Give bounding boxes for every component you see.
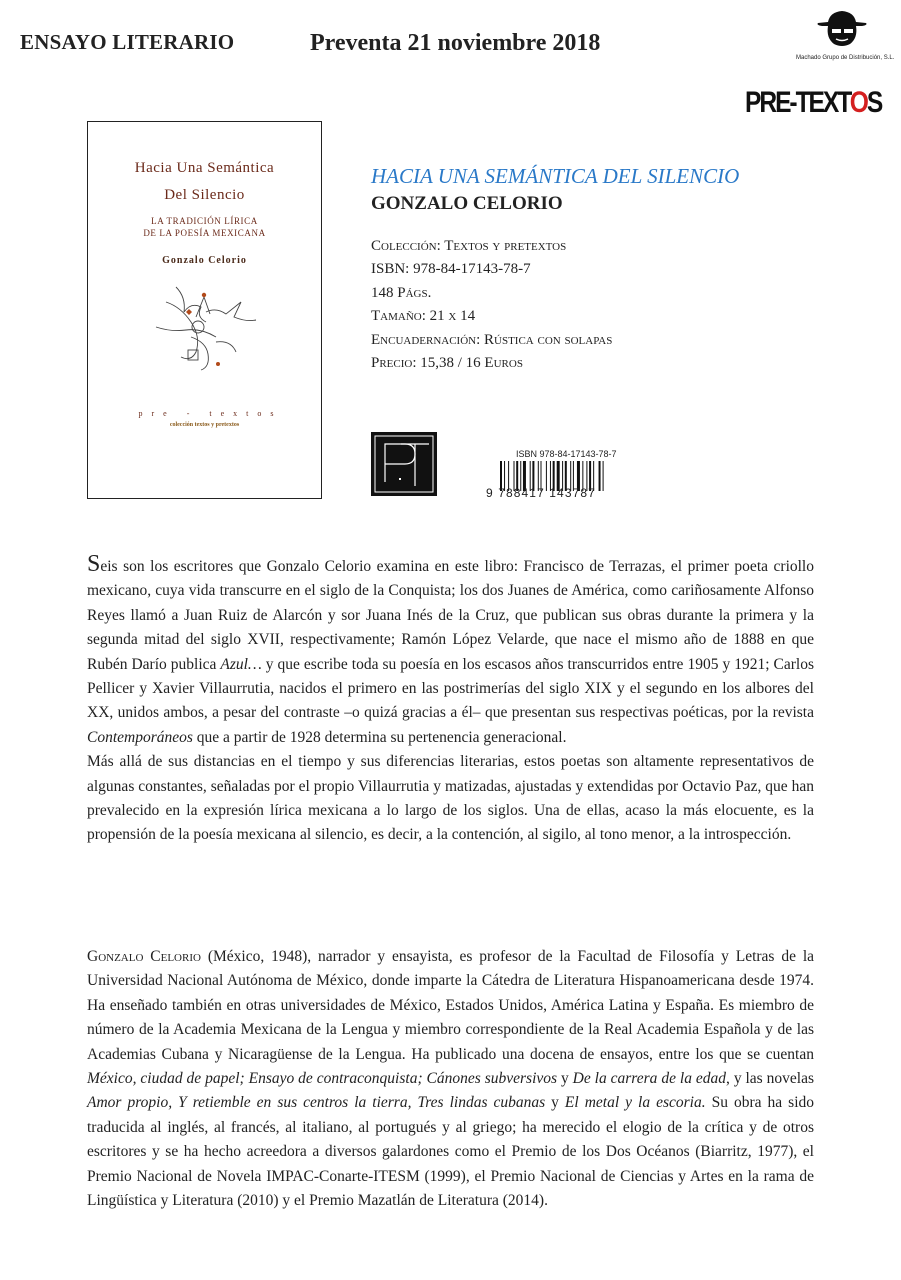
spec-binding: Encuadernación: Rústica con solapas: [371, 331, 613, 348]
spec-collection: Colección: Textos y pretextos: [371, 238, 567, 254]
description-paragraph-2: Más allá de sus distancias en el tiempo y sus diferencias literarias, estos poetas son altamente representativos de algunas constantes, señaladas por el propio Villaurrutia y matizadas, ajustadas y extendidas por Octavio Paz, que han prevalecido en la expresión lírica mexicana a lo largo de los siglos. Una de ellas, acaso la más elocuente, es la propensión de la poesía mexicana al silencio, es decir, a la contención, al sigilo, al tono menor, a la introspección.: [87, 753, 814, 844]
author-bio: Gonzalo Celorio (México, 1948), narrador y ensayista, es profesor de la Facultad de Filosofía y Letras de la Universidad Nacional Autónoma de México, donde imparte la Cátedra de Literatura Hispanoamericana desde 1974. Ha enseñado también en otras universidades de México, Estados Unidos, América Latina y España. Es miembro de número de la Academia Mexicana de la Lengua y miembro correspondiente de la Real Academia Española y de las Academias Cubana y Nicaragüense de la Lengua. Ha publicado una docena de ensayos, entre los que se cuentan México, ciudad de papel; Ensayo de contraconquista; Cánones subversivos y De la carrera de la edad, y las novelas Amor propio, Y retiemble en sus centros la tierra, Tres lindas cubanas y El metal y la escoria. Su obra ha sido traducida al inglés, al francés, al italiano, al portugués y al griego; ha merecido el elogio de la crítica y de otros escritores y se ha hecho acreedora a diversos galardones como el Premio de los Dos Océanos (Biarritz, 1977), el Premio Nacional de Novela IMPAC-Conarte-ITESM (1999), el Premio Nacional de Ciencias y Artes en la rama de Lingüística y Literatura (2010) y el Premio Mazatlán de Literatura (2014).: [87, 948, 815, 1210]
book-description: Seis son los escritores que Gonzalo Celorio examina en este libro: Francisco de Terrazas, el primer poeta criollo mexicano, cuya vida transcurre en el siglo de la Conquista; los dos Juanes de América, como cariñosamente Alfonso Reyes llamó a Juan Ruiz de Alarcón y sor Juana Inés de la Cruz, que publican sus obras durante la primera y la segunda mitad del siglo XVII, respectivamente; Ramón López Velarde, que nace el mismo año de 1888 en que Rubén Darío publica Azul… y que escribe toda su poesía en los escasos años transcurridos entre 1905 y 1921; Carlos Pellicer y Xavier Villaurrutia, nacidos el primero en las postrimerías del siglo XIX y el segundo en los albores del XX, unidos ambos, a pesar del contraste –o quizá gracias a él– que presentan sus respectivas poéticas, por la revista Contemporáneos que a partir de 1928 determina su pertenencia generacional. Más allá de sus distancias en el tiempo y sus diferencias literarias, estos poetas son altamente representativos de algunas constantes, señaladas por el propio Villaurrutia y matizadas, ajustadas y extendidas por Octavio Paz, que han prevalecido en la expresión lírica mexicana a lo largo de los siglos. Una de ellas, acaso la más elocuente, es la propensión de la poesía mexicana al silencio, es decir, a la contención, al sigilo, al tono menor, a la introspección.: [87, 552, 814, 848]
cover-illustration: [146, 282, 266, 377]
distributor-logo: [796, 8, 895, 61]
spec-price: Precio: 15,38 / 16 Euros: [371, 355, 523, 372]
cover-collection: colección textos y pretextos: [169, 422, 240, 428]
presale-date: Preventa 21 noviembre 2018: [310, 30, 601, 56]
book-info: [371, 163, 851, 375]
pre-textos-pt-logo: [371, 432, 437, 496]
book-author: GONZALO CELORIO: [371, 193, 563, 214]
spec-size: Tamaño: 21 x 14: [371, 308, 476, 325]
cover-publisher: pre - textos: [138, 409, 283, 418]
spec-isbn: ISBN: 978-84-17143-78-7: [371, 261, 531, 278]
hat-man-icon: [814, 8, 870, 50]
barcode-isbn-label: ISBN 978-84-17143-78-7: [516, 449, 617, 459]
pt-monogram-icon: [371, 432, 437, 496]
book-title: HACIA UNA SEMÁNTICA DEL SILENCIO: [371, 164, 740, 188]
cover-author: Gonzalo Celorio: [162, 255, 247, 266]
genre-label: ENSAYO LITERARIO: [20, 30, 235, 54]
cover-title: Hacia Una Semántica Del Silencio: [134, 160, 275, 203]
book-specs: [371, 235, 851, 375]
spec-pages: 148 Págs.: [371, 284, 432, 301]
cover-subtitle: LA TRADICIÓN LÍRICA DE LA POESÍA MEXICANA: [143, 216, 266, 238]
publisher-logo: PRE-TEXTOS: [745, 86, 882, 119]
book-cover: [87, 121, 322, 499]
distributor-name: Machado Grupo de Distribución, S.L.: [796, 55, 895, 61]
barcode-digits: 9 788417 143787: [486, 486, 596, 500]
